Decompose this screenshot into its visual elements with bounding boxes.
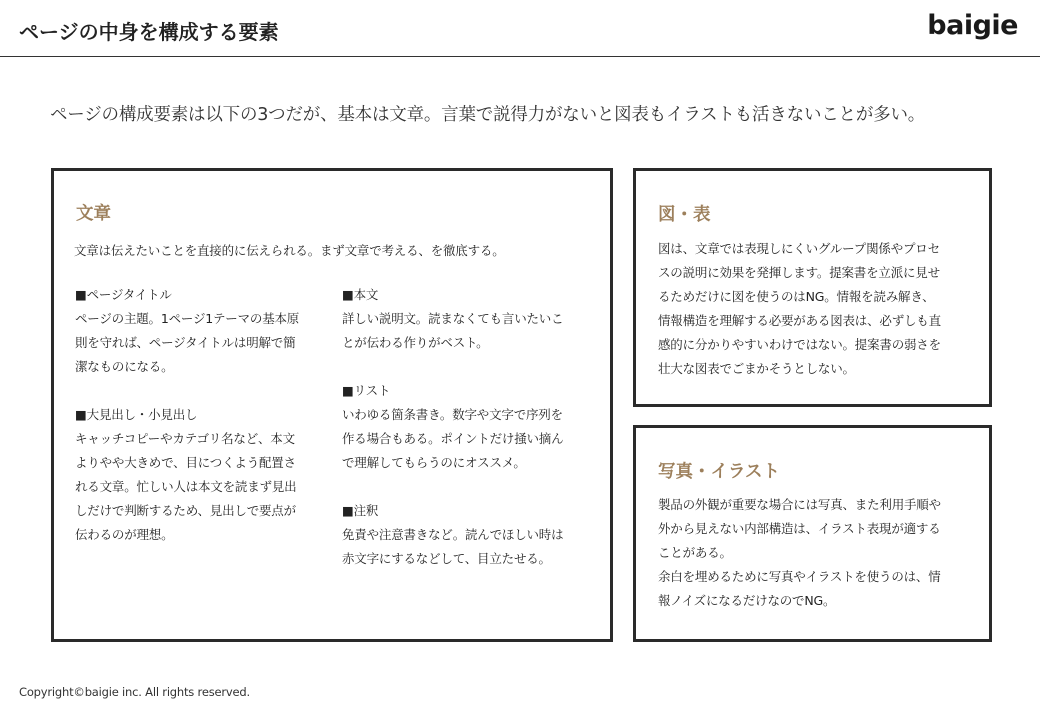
item-body: キャッチコピーやカテゴリ名など、本文 よりやや大きめで、目につくよう配置さ れる文章。忙しい人は本文を読まず見出 しだけで判断するため、見出しで要点が 伝わるのが理想。	[75, 431, 297, 542]
page-header	[0, 0, 1040, 57]
item-title: ■大見出し・小見出し	[75, 407, 198, 422]
item-title: ■注釈	[342, 503, 379, 518]
list-item	[75, 403, 320, 547]
list-item	[342, 283, 587, 355]
item-body: 詳しい説明文。読まなくても言いたいこ とが伝わる作りがベスト。	[342, 311, 564, 350]
item-title: ■ページタイトル	[75, 287, 172, 302]
brand-logo: baigie	[927, 10, 1018, 41]
page-title: ページの中身を構成する要素	[19, 20, 279, 44]
figure-panel-body: 図は、文章では表現しにくいグループ関係やプロセ スの説明に効果を発揮します。提案書を立派に見せ るためだけに図を使うのはNG。情報を読み解き、 情報構造を理解する必要がある図表は、必ずしも直 感的に分かりやすいわけではない。提案書の弱さを 壮大な図表でごまかそうとしない。	[658, 241, 941, 376]
right-column	[342, 283, 587, 595]
photo-panel-heading: 写真・イラスト	[658, 462, 780, 482]
left-column	[75, 283, 320, 571]
list-item	[342, 379, 587, 475]
figure-panel-heading: 図・表	[658, 205, 711, 225]
item-title: ■本文	[342, 287, 379, 302]
list-item	[75, 283, 320, 379]
text-panel-intro: 文章は伝えたいことを直接的に伝えられる。まず文章で考える、を徹底する。	[74, 243, 505, 258]
list-item	[342, 499, 587, 571]
text-panel-heading: 文章	[76, 204, 111, 224]
item-body: 免責や注意書きなど。読んでほしい時は 赤文字にするなどして、目立たせる。	[342, 527, 564, 566]
item-body: ページの主題。1ページ1テーマの基本原 則を守れば、ページタイトルは明解で簡 潔なものになる。	[75, 311, 300, 374]
photo-panel-body: 製品の外観が重要な場合には写真、また利用手順や 外から見えない内部構造は、イラスト表現が適する ことがある。 余白を埋めるために写真やイラストを使うのは、情 報ノイズになるだけなのでNG。	[658, 497, 941, 608]
lead-text: ページの構成要素は以下の3つだが、基本は文章。言葉で説得力がないと図表もイラストも活きないことが多い。	[50, 105, 926, 125]
item-title: ■リスト	[342, 383, 391, 398]
figure-panel	[633, 168, 992, 407]
photo-panel	[633, 425, 992, 642]
copyright-footer: Copyright©baigie inc. All rights reserved.	[19, 685, 250, 699]
item-body: いわゆる箇条書き。数字や文字で序列を 作る場合もある。ポイントだけ掻い摘ん で理解してもらうのにオススメ。	[342, 407, 564, 470]
text-panel	[51, 168, 613, 642]
